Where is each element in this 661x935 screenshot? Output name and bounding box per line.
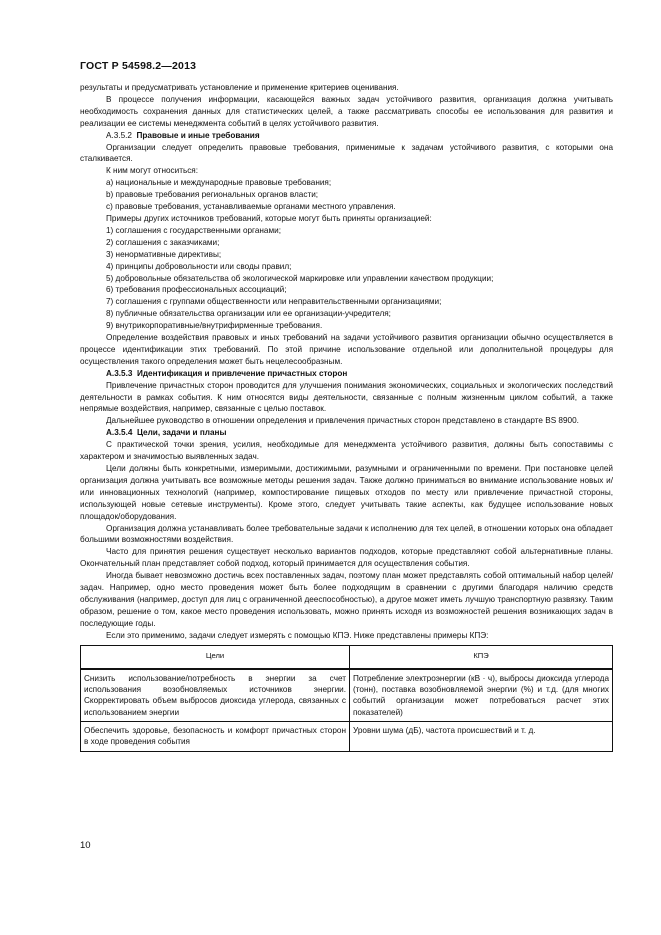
list-item: 4) принципы добровольности или своды правил;: [106, 261, 292, 271]
table-cell: Снизить использование/потребность в энергии за счет использования возобновляемых источников энергии. Скорректировать объем выбросов диоксида углерода, связанных с использованием энергии: [81, 669, 350, 722]
paragraph: результаты и предусматривать установление и применение критериев оценивания.: [80, 83, 399, 92]
table-header-cell: Цели: [81, 645, 350, 669]
document-body: [80, 82, 613, 752]
document-header: ГОСТ Р 54598.2—2013: [80, 60, 197, 72]
paragraph: Привлечение причастных сторон проводится для улучшения понимания экономических, социальных и экологических последствий деятельности в рамках события. К ним относятся виды деятельности, связанные с полным жизненным циклом событий, а также непрямые воздействия, например, связанные с целью поставок.: [80, 380, 613, 414]
section-heading: [80, 368, 613, 380]
section-heading: [80, 427, 613, 439]
table-header-cell: КПЭ: [350, 645, 613, 669]
list-item: a) национальные и международные правовые требования;: [106, 178, 332, 188]
paragraph: К ним могут относиться:: [106, 166, 199, 176]
table-header-row: [81, 645, 613, 669]
paragraph: Примеры других источников требований, которые могут быть приняты организацией:: [106, 213, 432, 223]
paragraph: Дальнейшее руководство в отношении определения и привлечения причастных сторон представлено в стандарте BS 8900.: [106, 416, 579, 426]
paragraph: Организация должна устанавливать более требовательные задачи к исполнению для тех целей, в отношении которых она обладает большими возможностями воздействия.: [80, 523, 613, 545]
section-heading: [80, 130, 613, 142]
paragraph: Часто для принятия решения существует несколько вариантов подходов, которые представляют собой альтернативные планы. Окончательный план представляет собой подход, который принимается для осуществления события.: [80, 547, 613, 569]
table-row: [81, 669, 613, 722]
list-item: 8) публичные обязательства организации или ее организации-учредителя;: [106, 309, 391, 319]
paragraph: Определение воздействия правовых и иных требований на задачи устойчивого развития организации обычно осуществляется в процессе идентификации этих требований. По этой причине использование отдельной или дополнительной процедуры для осуществления такого определения может быть нецелесообразным.: [80, 333, 613, 366]
section-number: А.3.5.2: [106, 130, 132, 140]
section-title: Правовые и иные требования: [136, 130, 260, 140]
paragraph: Иногда бывает невозможно достичь всех поставленных задач, поэтому план может представлять собой оптимальный набор целей/задач. Например, одно место проведения может быть более подходящим в сравнении с другими благодаря наличию средств обслуживания (например, доступ для лиц с ограниченной дееспособностью), а другое может иметь лучшую транспортную развязку. Таким образом, решение о том, какое место проведения использовать, можно принять исходя из возможностей решения возникающих задач в последующие годы.: [80, 571, 613, 628]
section-title: Идентификация и привлечение причастных сторон: [136, 368, 348, 378]
kpi-table: [80, 645, 613, 752]
section-number: А.3.5.4: [106, 428, 133, 438]
list-item: 1) соглашения с государственными органами;: [106, 225, 281, 235]
table-row: [81, 722, 613, 752]
list-item: 2) соглашения с заказчиками;: [106, 237, 220, 247]
list-item: 6) требования профессиональных ассоциаций;: [106, 285, 287, 295]
paragraph: Организации следует определить правовые требования, применимые к задачам устойчивого развития, с которыми она сталкивается.: [80, 142, 613, 164]
list-item: 3) ненормативные директивы;: [106, 249, 222, 259]
list-item: c) правовые требования, устанавливаемые органами местного управления.: [106, 202, 396, 212]
section-title: Цели, задачи и планы: [136, 428, 227, 438]
table-cell: Уровни шума (дБ), частота происшествий и т. д.: [350, 722, 613, 752]
table-cell: Потребление электроэнергии (кВ · ч), выбросы диоксида углерода (тонн), поставка возобновляемой энергии (%) и т.д. (для многих событий организации может потребоваться расчет этих показателей): [350, 669, 613, 722]
paragraph: Если это применимо, задачи следует измерять с помощью КПЭ. Ниже представлены примеры КПЭ:: [106, 630, 489, 640]
list-item: 5) добровольные обязательства об экологической маркировке или управлении качеством продукции;: [106, 273, 494, 283]
section-number: А.3.5.3: [106, 368, 133, 378]
list-item: b) правовые требования региональных органов власти;: [106, 190, 319, 200]
list-item: 9) внутрикорпоративные/внутрифирменные требования.: [106, 321, 323, 331]
page-number: 10: [80, 840, 91, 851]
table-cell: Обеспечить здоровье, безопасность и комфорт причастных сторон в ходе проведения события: [81, 722, 350, 752]
paragraph: В процессе получения информации, касающейся важных задач устойчивого развития, организация должна учитывать необходимость сохранения данных для статистических целей, а также рассматривать способы ее использования для развития и реализации ее системы менеджмента событий в целях устойчивого развития.: [80, 94, 613, 128]
paragraph: Цели должны быть конкретными, измеримыми, достижимыми, разумными и ограниченными по времени. При постановке целей организация должна учитывать все возможные методы решения задач. Также должно приниматься во внимание использование новых и/или инновационных технологий (например, компостирование пищевых отходов по месту или привлечение причастной стороны, использующей новые сетевые инструменты). Кроме этого, следует учитывать такие аспекты, как будущее использование новых площадок/оборудования.: [80, 464, 613, 521]
list-item: 7) соглашения с группами общественности или неправительственными организациями;: [106, 297, 442, 307]
paragraph: С практической точки зрения, усилия, необходимые для менеджмента устойчивого развития, должны быть сопоставимы с характером и значимостью выявленных задач.: [80, 440, 613, 462]
